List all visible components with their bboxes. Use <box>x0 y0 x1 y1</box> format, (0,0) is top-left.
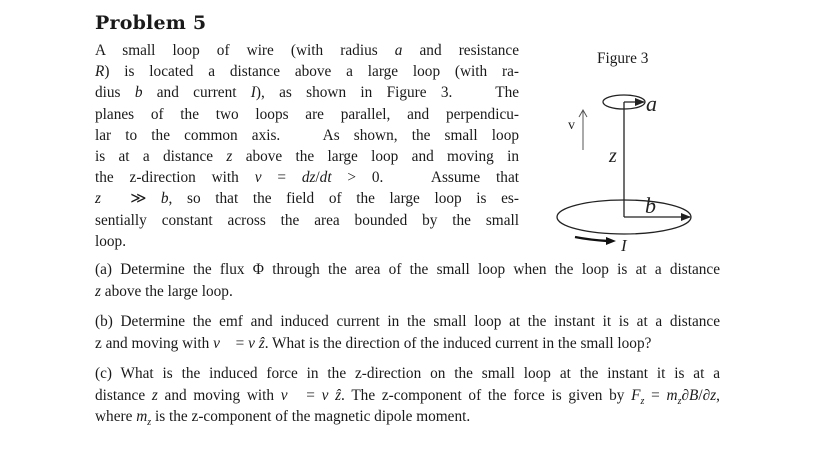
statement-line: lar to the common axis. As shown, the small loop <box>95 126 519 144</box>
statement-line: planes of the two loops are parallel, and perpendicu- <box>95 105 519 123</box>
figure-caption: Figure 3 <box>597 50 649 67</box>
statement-line: R) is located a distance above a large loop (with ra- <box>95 63 519 81</box>
large-loop <box>557 200 691 234</box>
statement-line: loop. <box>95 232 127 250</box>
small-loop <box>603 95 645 109</box>
question-line: distance z and moving with v⃗ = v ẑ. The z-component of the force is given by $F_z = m_z\partial B/\partial z$, <box>95 386 720 407</box>
statement-line: z ≫ b, so that the field of the large loop is es- <box>95 190 519 208</box>
statement-line: A small loop of wire (with radius a and resistance <box>95 42 519 59</box>
question-line: z above the large loop. <box>95 282 233 300</box>
question-list <box>95 259 720 437</box>
question-b <box>95 311 720 354</box>
label-b: b <box>645 193 656 218</box>
current-arrow <box>575 237 608 241</box>
question-line: (c) What is the induced force in the z-direction on the small loop at the instant it is at a <box>95 365 720 382</box>
question-line: (b) Determine the emf and induced current in the small loop at the instant it is at a distance <box>95 313 720 330</box>
question-c <box>95 363 720 428</box>
statement-line: is at a distance z above the large loop and moving in <box>95 147 520 165</box>
question-line: (a) Determine the flux Φ through the area of the small loop when the loop is at a distance <box>95 261 720 278</box>
label-v: v <box>568 118 575 133</box>
label-z: z <box>609 145 617 167</box>
problem-title: Problem 5 <box>95 12 207 34</box>
question-line: z and moving with v⃗ = v ẑ. What is the direction of the induced current in the small loop? <box>95 334 652 352</box>
statement-line: the z-direction with v = dz/dt > 0. Assume that <box>95 169 519 187</box>
question-line: where $m_z$ is the z-component of the magnetic dipole moment. <box>95 408 471 429</box>
statement-line: dius b and current I), as shown in Figure 3. The <box>95 84 520 102</box>
question-a <box>95 259 720 302</box>
statement-line: sentially constant across the area bounded by the small <box>95 211 519 229</box>
label-a: a <box>646 91 657 116</box>
problem-statement <box>95 40 519 252</box>
label-I: I <box>621 236 627 255</box>
